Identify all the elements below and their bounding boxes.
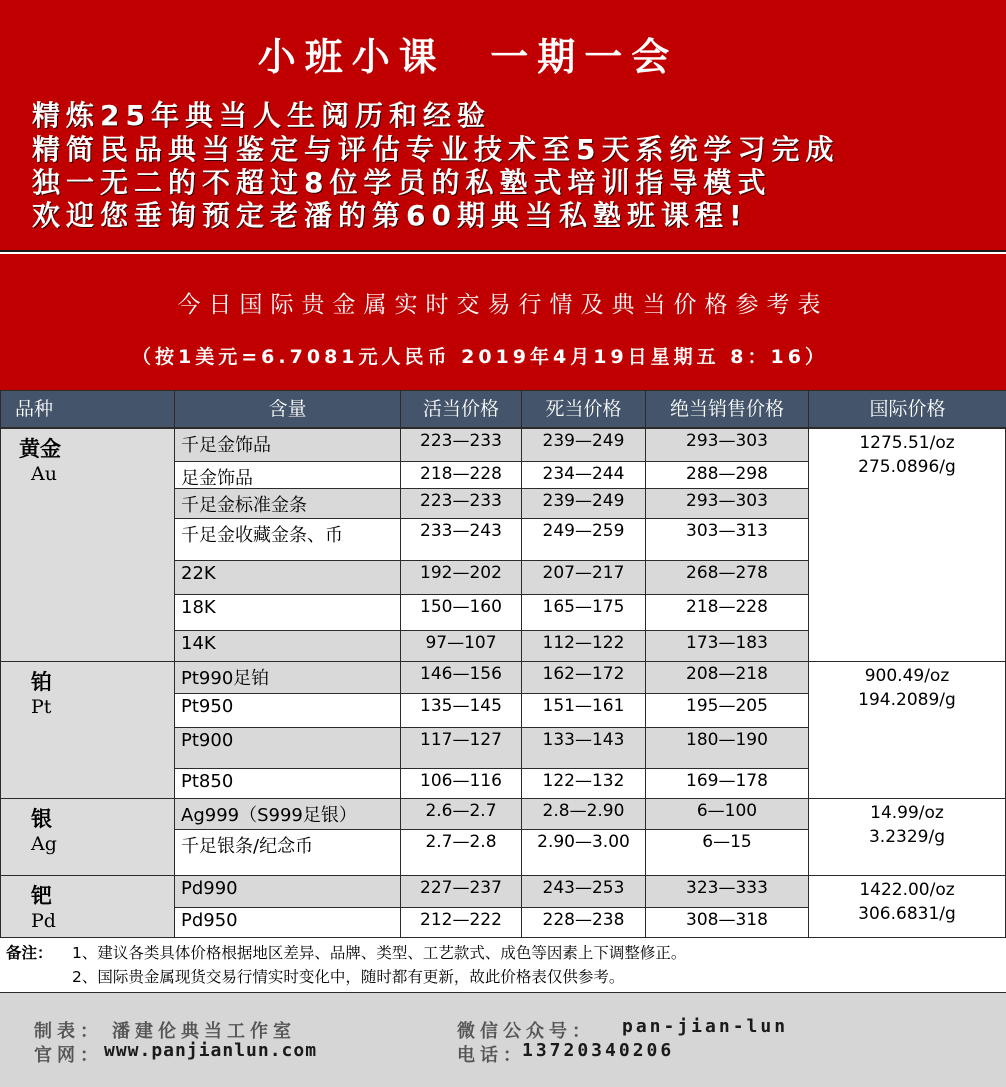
intl-price-line: 900.49/oz bbox=[864, 666, 950, 686]
live-price-cell: 212—222 bbox=[400, 907, 522, 938]
content-cell: Pd990 bbox=[174, 875, 401, 908]
banner-line-3: 独一无二的不超过8位学员的私塾式培训指导模式 bbox=[32, 166, 772, 199]
intl-price-cell bbox=[808, 661, 1006, 799]
dead-price-cell: 162—172 bbox=[521, 661, 646, 694]
intl-price-line: 1275.51/oz bbox=[859, 433, 955, 453]
sale-price-cell: 6—100 bbox=[645, 798, 809, 830]
live-price-cell: 223—233 bbox=[400, 428, 522, 462]
note-2: 2、国际贵金属现货交易行情实时变化中，随时都有更新，故此价格表仅供参考。 bbox=[72, 968, 625, 986]
content-cell: Pt990足铂 bbox=[174, 661, 401, 694]
content-cell: 千足金饰品 bbox=[174, 428, 401, 462]
content-cell: 18K bbox=[174, 594, 401, 631]
sale-price-cell: 288—298 bbox=[645, 461, 809, 489]
website-label: 官网： bbox=[34, 1045, 103, 1066]
dead-price-cell: 207—217 bbox=[521, 560, 646, 595]
col-header-dead-price: 死当价格 bbox=[521, 390, 646, 428]
content-cell: Pt850 bbox=[174, 768, 401, 799]
category-name: 钯 bbox=[31, 884, 52, 908]
dead-price-cell: 165—175 bbox=[521, 594, 646, 631]
live-price-cell: 192—202 bbox=[400, 560, 522, 595]
banner-line-1: 精炼25年典当人生阅历和经验 bbox=[32, 99, 491, 132]
category-cell bbox=[0, 875, 175, 938]
dead-price-cell: 243—253 bbox=[521, 875, 646, 908]
col-header-content: 含量 bbox=[174, 390, 401, 428]
live-price-cell: 223—233 bbox=[400, 488, 522, 519]
intl-price-line: 306.6831/g bbox=[858, 904, 956, 924]
category-symbol: Pt bbox=[31, 696, 52, 718]
content-cell: 千足金标准金条 bbox=[174, 488, 401, 519]
category-symbol: Pd bbox=[31, 910, 56, 932]
category-cell bbox=[0, 798, 175, 876]
col-header-category: 品种 bbox=[0, 390, 175, 428]
intl-price-line: 14.99/oz bbox=[870, 803, 944, 823]
dead-price-cell: 249—259 bbox=[521, 518, 646, 561]
sale-price-cell: 6—15 bbox=[645, 829, 809, 876]
phone-label: 电话： bbox=[457, 1045, 526, 1066]
dead-price-cell: 2.8—2.90 bbox=[521, 798, 646, 830]
banner-line-4: 欢迎您垂询预定老潘的第60期典当私塾班课程! bbox=[32, 199, 748, 232]
dead-price-cell: 112—122 bbox=[521, 630, 646, 662]
sale-price-cell: 268—278 bbox=[645, 560, 809, 595]
dead-price-cell: 239—249 bbox=[521, 428, 646, 462]
live-price-cell: 218—228 bbox=[400, 461, 522, 489]
live-price-cell: 150—160 bbox=[400, 594, 522, 631]
live-price-cell: 227—237 bbox=[400, 875, 522, 908]
notes-section bbox=[0, 937, 1006, 993]
dead-price-cell: 228—238 bbox=[521, 907, 646, 938]
note-1: 1、建议各类具体价格根据地区差异、品牌、类型、工艺款式、成色等因素上下调整修正。 bbox=[72, 944, 687, 962]
intl-price-line: 275.0896/g bbox=[858, 457, 956, 477]
notes-label: 备注： bbox=[6, 944, 53, 962]
sale-price-cell: 180—190 bbox=[645, 727, 809, 769]
category-name: 银 bbox=[31, 807, 52, 831]
banner-line-2: 精简民品典当鉴定与评估专业技术至5天系统学习完成 bbox=[32, 133, 840, 166]
col-header-sale-price: 绝当销售价格 bbox=[645, 390, 809, 428]
live-price-cell: 97—107 bbox=[400, 630, 522, 662]
category-name: 黄金 bbox=[19, 437, 61, 461]
col-header-live-price: 活当价格 bbox=[400, 390, 522, 428]
footer bbox=[0, 992, 1006, 1087]
wechat-label: 微信公众号： bbox=[457, 1021, 595, 1042]
website-link[interactable]: www.panjianlun.com bbox=[104, 1040, 318, 1061]
intl-price-cell bbox=[808, 875, 1006, 938]
category-name: 铂 bbox=[31, 670, 52, 694]
sale-price-cell: 173—183 bbox=[645, 630, 809, 662]
sale-price-cell: 308—318 bbox=[645, 907, 809, 938]
maker-name: 潘建伦典当工作室 bbox=[112, 1021, 296, 1042]
intl-price-line: 194.2089/g bbox=[858, 690, 956, 710]
sale-price-cell: 303—313 bbox=[645, 518, 809, 561]
intl-price-cell bbox=[808, 798, 1006, 876]
content-cell: Pd950 bbox=[174, 907, 401, 938]
intl-price-line: 1422.00/oz bbox=[859, 880, 955, 900]
sale-price-cell: 293—303 bbox=[645, 488, 809, 519]
live-price-cell: 146—156 bbox=[400, 661, 522, 694]
dead-price-cell: 122—132 bbox=[521, 768, 646, 799]
dead-price-cell: 239—249 bbox=[521, 488, 646, 519]
dead-price-cell: 151—161 bbox=[521, 693, 646, 728]
live-price-cell: 2.7—2.8 bbox=[400, 829, 522, 876]
sale-price-cell: 293—303 bbox=[645, 428, 809, 462]
banner-title: 小班小课 一期一会 bbox=[257, 35, 679, 79]
category-cell bbox=[0, 661, 175, 799]
live-price-cell: 233—243 bbox=[400, 518, 522, 561]
content-cell: Pt900 bbox=[174, 727, 401, 769]
table-title: 今日国际贵金属实时交易行情及典当价格参考表 bbox=[177, 292, 829, 318]
content-cell: 千足银条/纪念币 bbox=[174, 829, 401, 876]
content-cell: 14K bbox=[174, 630, 401, 662]
content-cell: 千足金收藏金条、币 bbox=[174, 518, 401, 561]
sale-price-cell: 195—205 bbox=[645, 693, 809, 728]
promo-banner bbox=[0, 0, 1006, 252]
content-cell: Pt950 bbox=[174, 693, 401, 728]
col-header-intl-price: 国际价格 bbox=[808, 390, 1006, 428]
sale-price-cell: 208—218 bbox=[645, 661, 809, 694]
category-symbol: Ag bbox=[31, 833, 57, 855]
sale-price-cell: 169—178 bbox=[645, 768, 809, 799]
category-symbol: Au bbox=[31, 463, 57, 485]
category-cell bbox=[0, 428, 175, 662]
live-price-cell: 2.6—2.7 bbox=[400, 798, 522, 830]
content-cell: Ag999（S999足银） bbox=[174, 798, 401, 830]
table-heading bbox=[0, 254, 1006, 390]
wechat-id: pan-jian-lun bbox=[622, 1016, 789, 1037]
dead-price-cell: 133—143 bbox=[521, 727, 646, 769]
intl-price-line: 3.2329/g bbox=[868, 827, 945, 847]
exchange-rate-subtitle: （按1美元=6.7081元人民币 2019年4月19日星期五 8：16） bbox=[132, 346, 828, 368]
sale-price-cell: 323—333 bbox=[645, 875, 809, 908]
live-price-cell: 135—145 bbox=[400, 693, 522, 728]
live-price-cell: 117—127 bbox=[400, 727, 522, 769]
content-cell: 足金饰品 bbox=[174, 461, 401, 489]
intl-price-cell bbox=[808, 428, 1006, 662]
content-cell: 22K bbox=[174, 560, 401, 595]
maker-label: 制表： bbox=[34, 1021, 103, 1042]
live-price-cell: 106—116 bbox=[400, 768, 522, 799]
dead-price-cell: 2.90—3.00 bbox=[521, 829, 646, 876]
dead-price-cell: 234—244 bbox=[521, 461, 646, 489]
sale-price-cell: 218—228 bbox=[645, 594, 809, 631]
phone-number: 13720340206 bbox=[522, 1040, 675, 1061]
